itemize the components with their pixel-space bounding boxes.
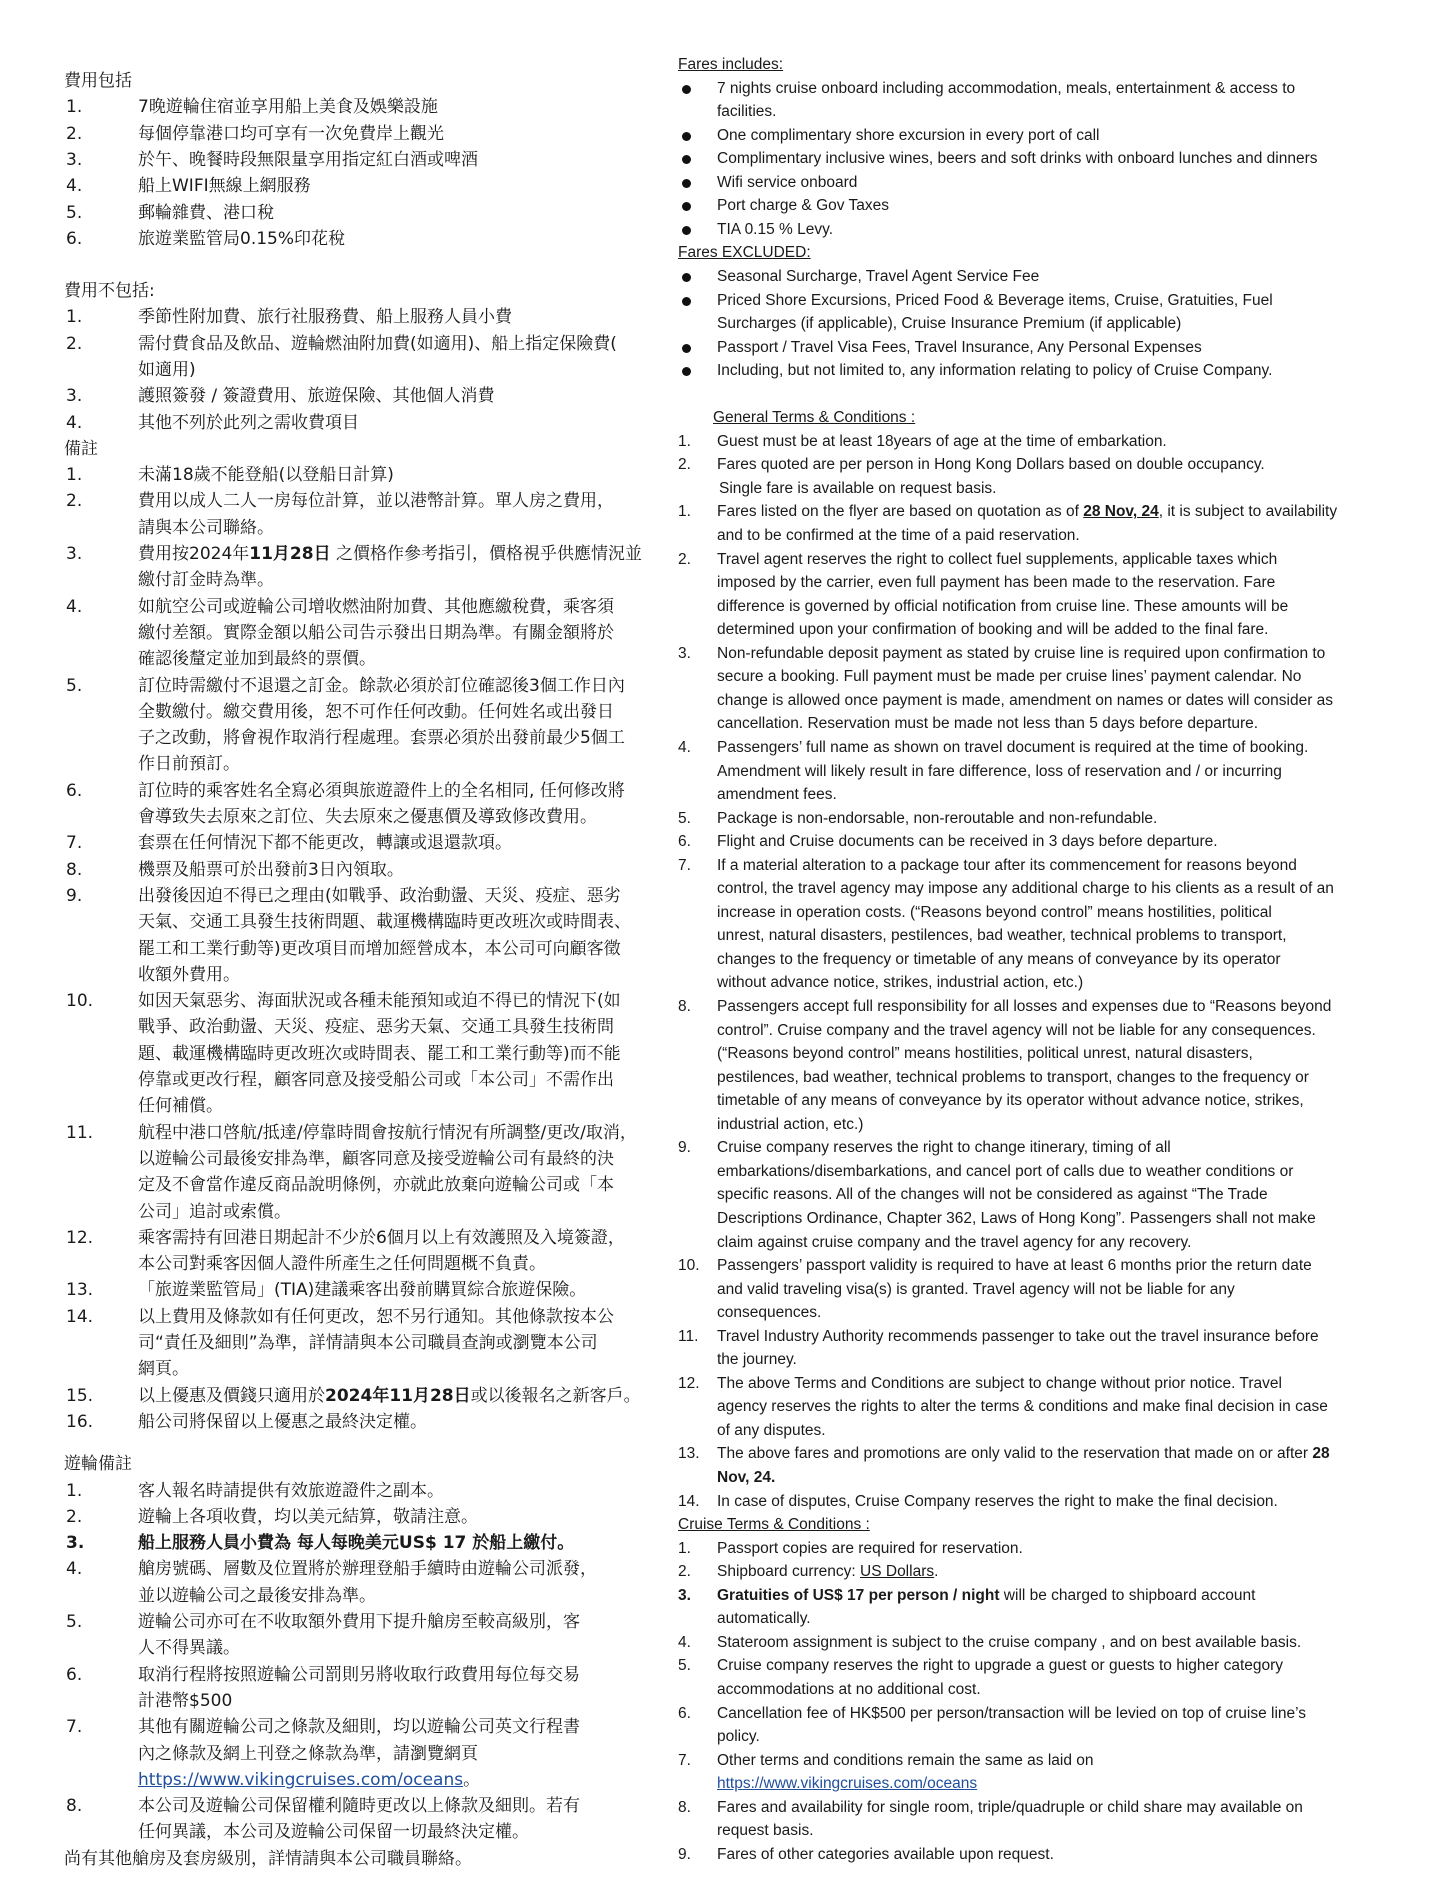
remarks-item: 任何補償。 [138,1096,223,1117]
footer-note: 尚有其他艙房及套房級別，詳情請與本公司職員聯絡。 [64,1848,472,1869]
remarks-num: 9. [66,885,83,906]
remarks-num: 4. [66,596,83,617]
general-terms-item: claim against cruise company and the travel agency for any recovery. [717,1233,1192,1251]
general-terms-item: Package is non-endorsable, non-reroutable and non-refundable. [717,809,1158,827]
general-terms-item: Travel Industry Authority recommends passenger to take out the travel insurance before [717,1327,1319,1345]
cruise-terms-item: Stateroom assignment is subject to the cruise company , and on best available basis. [717,1633,1302,1651]
remarks-title: 備註 [64,438,98,459]
remarks-item: 戰爭、政治動盪、天災、疫症、惡劣天氣、交通工具發生技術問 [138,1017,614,1038]
fare-includes-item: 旅遊業監管局0.15%印花稅 [138,228,346,249]
cruise-terms-num: 1. [678,1539,691,1557]
cruise-remarks-num: 4. [66,1559,83,1580]
fares-excluded-item: Priced Shore Excursions, Priced Food & Beverage items, Cruise, Gratuities, Fuel [717,291,1273,309]
general-terms-num: 2. [678,550,691,568]
remarks-item: 罷工和工業行動等)更改項目而增加經營成本，本公司可向顧客徵 [138,938,621,959]
cruise-remarks-link-line: https://www.vikingcruises.com/oceans。 [138,1769,481,1790]
fares-includes-title: Fares includes: [678,56,784,73]
remarks-item: 費用以成人二人一房每位計算，並以港幣計算。單人房之費用， [138,491,614,512]
cruise-remarks-num: 3. [66,1533,85,1554]
general-terms-item: control, the travel agency may impose any additional charge to his clients as a result of an [717,880,1334,898]
general-terms-num: 2. [678,456,691,474]
remarks-num: 10. [66,991,94,1012]
emphasis-text: 28 [1312,1445,1330,1463]
general-terms-item: and to be confirmed at the time of a paid reservation. [717,527,1080,544]
fares-includes-bullet [682,155,691,164]
fares-includes-bullet [682,202,691,211]
general-terms-item: change is allowed once payment is made, amendment on names or dates will consider as [717,691,1334,709]
fares-excluded-bullet [682,297,691,306]
general-terms-num: 8. [678,998,691,1015]
general-terms-item: pestilences, bad weather, technical problems to transport, changes to the frequency or [717,1068,1309,1086]
general-terms-num: 5. [678,809,691,827]
fare-excludes-num: 1. [66,307,83,328]
cruise-terms-item: automatically. [717,1610,811,1628]
fares-includes-item: Complimentary inclusive wines, beers and soft drinks with onboard lunches and dinners [717,150,1318,168]
cruise-remarks-item: 船上服務人員小費為 每人每晚美元US$ 17 於船上繳付。 [138,1533,575,1554]
cruise-terms-num: 9. [678,1845,691,1863]
general-terms-item: consequences. [717,1304,822,1322]
general-terms-item: without advance notice, strikes, industrial action, etc.) [717,974,1084,992]
general-terms-num: 4. [678,738,691,756]
remarks-item: 以上優惠及價錢只適用於2024年11月28日或以後報名之新客戶。 [138,1385,641,1406]
fares-includes-bullet [682,226,691,235]
general-terms-item: (“Reasons beyond control” means hostilities, political unrest, natural disasters, [717,1045,1253,1063]
cruise-terms-num: 3. [678,1586,691,1604]
cruise-remarks-num: 8. [66,1796,83,1817]
remarks-item: 航程中港口啓航/抵達/停靠時間會按航行情況有所調整/更改/取消， [138,1122,637,1143]
general-terms-item: of any disputes. [717,1421,826,1439]
general-terms-item: Descriptions Ordinance, Chapter 362, Laws of Hong Kong”. Passengers shall not make [717,1209,1316,1227]
remarks-item: 機票及船票可於出發前3日內領取。 [138,859,404,880]
fares-includes-item: Wifi service onboard [717,173,858,191]
emphasis-text: 28 Nov, 24 [1083,503,1159,521]
general-terms-item: difference is governed by official notification from cruise line. These amounts will be [717,597,1289,615]
fares-excluded-item: Passport / Travel Visa Fees, Travel Insurance, Any Personal Expenses [717,338,1202,356]
cruise-terms-num: 8. [678,1798,691,1816]
cruise-terms-item: policy. [717,1728,760,1746]
remarks-item: 以遊輪公司最後安排為準，顧客同意及接受遊輪公司有最終的決 [138,1148,614,1169]
general-terms-item: Non-refundable deposit payment as stated by cruise line is required upon confirmation to [717,644,1326,662]
general-terms-item: Cruise company reserves the right to change itinerary, timing of all [717,1139,1171,1157]
remarks-item: 船公司將保留以上優惠之最終決定權。 [138,1411,427,1432]
cruise-remarks-num: 1. [66,1480,83,1501]
fare-excludes-item: 護照簽發 / 簽證費用、旅遊保險、其他個人消費 [138,386,495,407]
fares-includes-item: facilities. [717,103,777,121]
remarks-num: 13. [66,1280,94,1301]
fare-includes-num: 4. [66,176,83,197]
emphasis-text: 11月28日 [249,544,331,564]
fares-includes-item: Port charge & Gov Taxes [717,197,890,215]
remarks-item: 如航空公司或遊輪公司增收燃油附加費、其他應繳稅費，乘客須 [138,596,614,617]
cruise-remarks-item: 內之條款及網上刊登之條款為準，請瀏覽網頁 [138,1743,478,1764]
remarks-item: 天氣、交通工具發生技術問題、載運機構臨時更改班次或時間表、 [138,912,631,933]
remarks-num: 11. [66,1122,94,1143]
fares-excluded-bullet [682,367,691,376]
remarks-num: 12. [66,1227,94,1248]
cruise-terms-item: Other terms and conditions remain the same as laid on [717,1751,1094,1769]
remarks-item: 未滿18歲不能登船(以登船日計算) [138,465,394,486]
general-terms-num: 6. [678,833,691,851]
remarks-item: 乘客需持有回港日期起計不少於6個月以上有效護照及入境簽證， [138,1227,625,1248]
cruise-terms-item: Fares and availability for single room, triple/quadruple or child share may available on [717,1798,1303,1816]
general-terms-item: Single fare is available on request basis. [719,479,997,497]
remarks-item: 以上費用及條款如有任何更改，恕不另行通知。其他條款按本公 [138,1306,614,1327]
remarks-item: 定及不會當作違反商品說明條例，亦就此放棄向遊輪公司或「本 [138,1175,614,1196]
general-terms-item: Travel agent reserves the right to collect fuel supplements, applicable taxes which [717,550,1278,568]
cruise-remarks-item: 艙房號碼、層數及位置將於辦理登船手續時由遊輪公司派發， [138,1559,597,1580]
general-terms-num: 10. [678,1257,700,1275]
fares-excluded-bullet [682,273,691,282]
cruise-terms-item: Shipboard currency: US Dollars. [717,1563,939,1581]
general-terms-item: secure a booking. Full payment must be made per cruise lines’ payment calendar. No [717,668,1302,686]
remarks-item: 網頁。 [138,1359,189,1380]
fares-includes-bullet [682,179,691,188]
general-terms-item: amendment fees. [717,786,837,804]
cruise-terms-num: 4. [678,1633,691,1651]
general-terms-num: 1. [678,503,691,521]
fares-excluded-item: Surcharges (if applicable), Cruise Insurance Premium (if applicable) [717,315,1182,333]
remarks-item: 停靠或更改行程，顧客同意及接受船公司或「本公司」不需作出 [138,1070,614,1090]
fare-includes-title: 費用包括 [64,71,132,91]
fare-includes-item: 於午、晚餐時段無限量享用指定紅白酒或啤酒 [138,149,478,170]
remarks-item: 套票在任何情況下都不能更改，轉讓或退還款項。 [138,833,512,854]
general-terms-item: In case of disputes, Cruise Company reserves the right to make the final decision. [717,1492,1278,1510]
fares-includes-item: TIA 0.15 % Levy. [717,220,834,238]
general-terms-num: 3. [678,644,691,662]
cruise-remarks-item: 其他有關遊輪公司之條款及細則，均以遊輪公司英文行程書 [138,1717,580,1738]
general-terms-item: determined upon your confirmation of booking and will be added to the final fare. [717,621,1269,639]
fare-excludes-item: 需付費食品及飲品、遊輪燃油附加費(如適用)、船上指定保險費( [138,333,617,354]
remarks-item: 全數繳付。繳交費用後，恕不可作任何改動。任何姓名或出發日 [138,701,614,722]
fare-includes-num: 6. [66,228,83,249]
general-terms-item: Fares listed on the flyer are based on quotation as of 28 Nov, 24, it is subject to availability [717,503,1338,521]
general-terms-item: timetable of any means of conveyance by its operator without advance notice, strikes, [717,1092,1304,1110]
remarks-item: 確認後釐定並加到最終的票價。 [138,649,376,670]
fare-excludes-num: 2. [66,333,83,354]
general-terms-item: embarkations/disembarkations, and cancel port of calls due to weather conditions or [717,1162,1294,1180]
cruise-remarks-item: 遊輪公司亦可在不收取額外費用下提升艙房至較高級別，客 [138,1612,580,1632]
cruise-remarks-item: 客人報名時請提供有效旅遊證件之副本。 [138,1480,444,1501]
remarks-item: 公司」追討或索償。 [138,1201,291,1222]
cruise-remarks-item: 取消行程將按照遊輪公司罰則另將收取行政費用每位每交易 [138,1664,580,1685]
cruise-remarks-item: 計港幣$500 [138,1690,233,1711]
general-terms-item: The above Terms and Conditions are subject to change without prior notice. Travel [717,1374,1282,1392]
general-terms-item: If a material alteration to a package tour after its commencement for reasons beyond [717,856,1297,874]
remarks-item: 本公司對乘客因個人證件所產生之任何問題概不負責。 [138,1254,546,1275]
remarks-item: 請與本公司聯絡。 [138,517,274,538]
fare-includes-item: 每個停靠港口均可享有一次免費岸上觀光 [138,123,444,144]
remarks-item: 作日前預訂。 [138,754,240,775]
cruise-terms-num: 2. [678,1563,691,1581]
general-terms-item: and valid traveling visa(s) is granted. Travel agency will not be liable for any [717,1280,1235,1298]
fares-excluded-title: Fares EXCLUDED: [678,244,811,262]
remarks-item: 「旅遊業監管局」(TIA)建議乘客出發前購買綜合旅遊保險。 [138,1280,587,1301]
cruise-remarks-item: 人不得異議。 [138,1638,240,1659]
cruise-remarks-item: 本公司及遊輪公司保留權利隨時更改以上條款及細則。若有 [138,1796,580,1817]
remarks-num: 15. [66,1385,94,1406]
fare-includes-num: 2. [66,123,83,144]
emphasis-text: Gratuities of US$ 17 per person / night [717,1586,1000,1604]
fares-includes-bullet [682,85,691,94]
cruise-terms-item: accommodations at no additional cost. [717,1680,981,1698]
cruise-remarks-num: 6. [66,1664,83,1685]
fares-excluded-item: Seasonal Surcharge, Travel Agent Service Fee [717,267,1040,285]
general-terms-item: control”. Cruise company and the travel agency will not be liable for any consequences. [717,1021,1316,1039]
fares-includes-item: 7 nights cruise onboard including accommodation, meals, entertainment & access to [717,79,1296,97]
fare-includes-item: 船上WIFI無線上網服務 [138,176,311,197]
remarks-item: 訂位時需繳付不退還之訂金。餘款必須於訂位確認後3個工作日內 [138,675,625,696]
general-terms-num: 11. [678,1327,699,1345]
remarks-item: 如因天氣惡劣、海面狀況或各種未能預知或迫不得已的情況下(如 [138,991,621,1012]
general-terms-item: unrest, natural disasters, pestilences, bad weather, technical problems to transport, [717,927,1287,945]
remarks-num: 3. [66,544,83,564]
fare-excludes-title: 費用不包括: [64,281,155,301]
cruise-terms-num: 7. [678,1751,691,1769]
fares-includes-item: One complimentary shore excursion in every port of call [717,126,1100,144]
remarks-item: 司“責任及細則”為準，詳情請與本公司職員查詢或瀏覽本公司 [138,1333,598,1353]
emphasis-text: 2024年11月28日 [325,1385,471,1406]
fares-excluded-bullet [682,344,691,353]
general-terms-item: The above fares and promotions are only valid to the reservation that made on or after 28 [717,1445,1330,1463]
remarks-num: 7. [66,833,83,854]
remarks-item: 訂位時的乘客姓名全寫必須與旅遊證件上的全名相同, 任何修改將 [138,780,625,801]
fares-excluded-item: Including, but not limited to, any information relating to policy of Cruise Company. [717,362,1273,380]
fare-excludes-num: 4. [66,412,83,433]
general-terms-item: imposed by the carrier, even full payment has been made to the reservation. Fare [717,574,1276,592]
cruise-remarks-title: 遊輪備註 [64,1454,132,1475]
general-terms-item: industrial action, etc.) [717,1115,864,1133]
emphasis-text: US Dollars [860,1563,935,1581]
fare-excludes-num: 3. [66,386,83,407]
fare-includes-item: 7晚遊輪住宿並享用船上美食及娛樂設施 [138,97,438,118]
general-terms-item: Nov, 24. [717,1469,776,1486]
remarks-item: 收額外費用。 [138,964,240,985]
fare-includes-num: 1. [66,97,83,118]
general-terms-num: 9. [678,1139,691,1157]
remarks-item: 費用按2024年11月28日 之價格作參考指引，價格視乎供應情況並 [138,544,642,564]
fares-includes-bullet [682,132,691,141]
general-terms-item: cancellation. Reservation must be made not less than 5 days before departure. [717,715,1259,733]
general-terms-item: changes to the frequency or timetable of any means of conveyance by its operator [717,950,1281,968]
general-terms-item: Amendment will likely result in fare difference, loss of reservation and / or incurring [717,762,1282,780]
remarks-num: 6. [66,780,83,801]
cruise-remarks-item: 並以遊輪公司之最後安排為準。 [138,1585,376,1606]
cruise-terms-title: Cruise Terms & Conditions : [678,1516,870,1534]
general-terms-item: increase in operation costs. (“Reasons beyond control” means hostilities, political [717,903,1272,921]
remarks-item: 繳付訂金時為準。 [138,570,274,591]
fare-includes-num: 5. [66,202,83,223]
cruise-remarks-item: 任何異議，本公司及遊輪公司保留一切最終決定權。 [138,1822,529,1843]
fare-excludes-item: 如適用) [138,359,196,380]
remarks-num: 8. [66,859,83,880]
remarks-item: 會導致失去原來之訂位、失去原來之優惠價及導致修改費用。 [138,807,597,827]
cruise-terms-num: 5. [678,1657,691,1675]
general-terms-item: specific reasons. All of the changes will not be considered as against “The Trade [717,1186,1268,1204]
remarks-item: 題、載運機構臨時更改班次或時間表、罷工和工業行動等)而不能 [138,1043,621,1064]
fare-includes-num: 3. [66,149,83,170]
viking-oceans-link[interactable]: https://www.vikingcruises.com/oceans [138,1769,464,1790]
general-terms-item: Flight and Cruise documents can be received in 3 days before departure. [717,833,1218,851]
remarks-item: 繳付差額。實際金額以船公司告示發出日期為準。有關金額將於 [138,622,614,643]
fare-includes-item: 郵輪雜費、港口稅 [138,202,274,223]
fare-excludes-item: 季節性附加費、旅行社服務費、船上服務人員小費 [138,307,512,328]
general-terms-num: 7. [678,856,691,874]
general-terms-num: 12. [678,1374,700,1392]
remarks-num: 14. [66,1306,94,1327]
cruise-terms-item: Cancellation fee of HK$500 per person/transaction will be levied on top of cruise line’s [717,1704,1307,1722]
cruise-remarks-item: 遊輪上各項收費，均以美元結算，敬請注意。 [138,1506,478,1527]
remarks-num: 16. [66,1411,94,1432]
cruise-terms-item: Cruise company reserves the right to upgrade a guest or guests to higher category [717,1657,1284,1675]
remarks-item: 出發後因迫不得已之理由(如戰爭、政治動盪、天災、疫症、惡劣 [138,885,621,906]
cruise-remarks-num: 7. [66,1717,83,1738]
general-terms-num: 1. [678,432,691,450]
cruise-terms-item: request basis. [717,1822,814,1840]
general-terms-item: Passengers’ full name as shown on travel document is required at the time of booking. [717,738,1309,756]
cruise-remarks-num: 5. [66,1612,83,1632]
cruise-terms-num: 6. [678,1704,691,1722]
general-terms-item: Passengers’ passport validity is required to have at least 6 months prior the return date [717,1257,1312,1275]
general-terms-item: agency reserves the rights to alter the terms & conditions and make final decision in case [717,1398,1328,1416]
general-terms-num: 13. [678,1445,700,1463]
cruise-terms-item: Gratuities of US$ 17 per person / night will be charged to shipboard account [717,1586,1256,1604]
general-terms-item: Guest must be at least 18years of age at the time of embarkation. [717,432,1167,450]
remarks-num: 1. [66,465,83,486]
viking-oceans-link[interactable]: https://www.vikingcruises.com/oceans [717,1775,978,1793]
cruise-terms-item: Passport copies are required for reservation. [717,1539,1023,1557]
remarks-num: 2. [66,491,83,512]
general-terms-title: General Terms & Conditions : [713,409,916,427]
general-terms-num: 14. [678,1492,700,1510]
remarks-item: 子之改動，將會視作取消行程處理。套票必須於出發前最少5個工 [138,728,625,749]
general-terms-item: Passengers accept full responsibility for all losses and expenses due to “Reasons beyond [717,998,1332,1015]
cruise-remarks-num: 2. [66,1506,83,1527]
cruise-terms-item: Fares of other categories available upon request. [717,1845,1054,1863]
general-terms-item: the journey. [717,1351,797,1369]
general-terms-item: Fares quoted are per person in Hong Kong Dollars based on double occupancy. [717,456,1265,474]
fare-excludes-item: 其他不列於此列之需收費項目 [138,412,359,433]
remarks-num: 5. [66,675,83,696]
